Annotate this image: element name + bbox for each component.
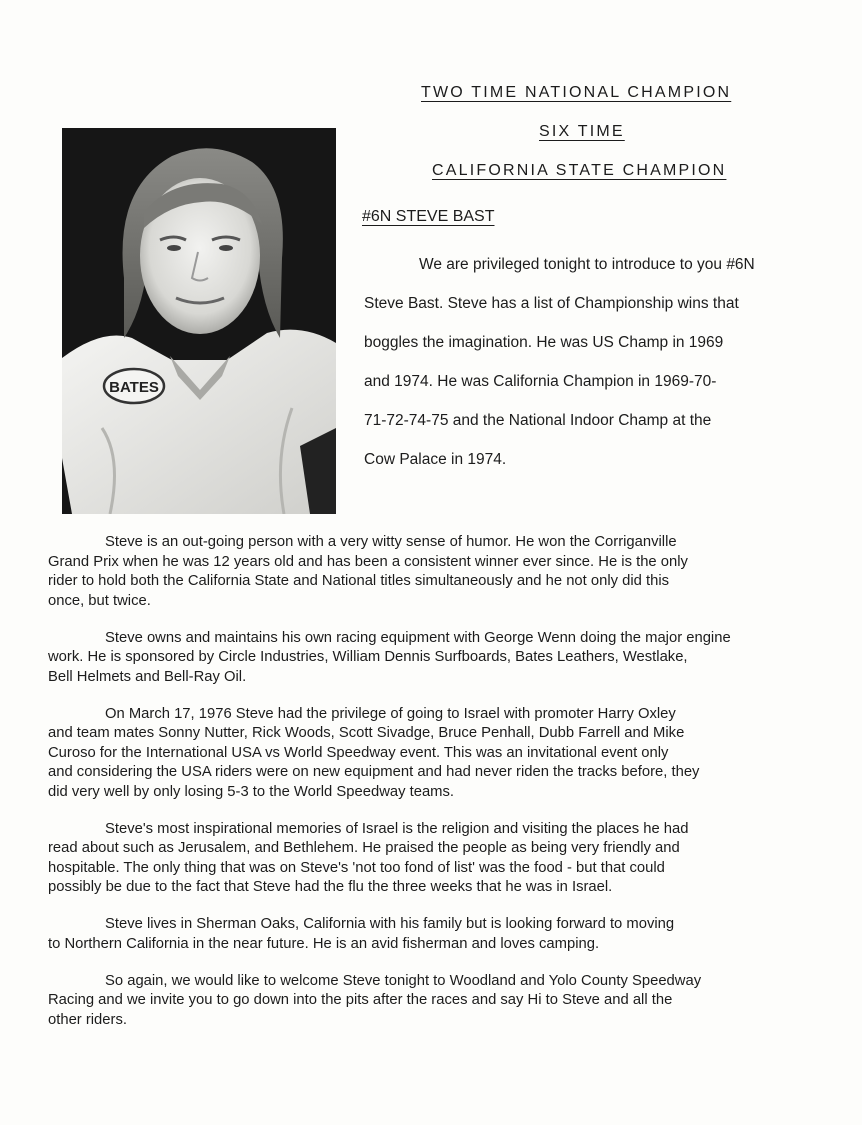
intro-paragraph	[364, 245, 804, 479]
body-line: Grand Prix when he was 12 years old and has been a consistent winner ever since. He is the only	[48, 553, 688, 570]
paragraph-home	[48, 915, 828, 954]
rider-name-heading: #6N STEVE BAST	[362, 208, 495, 225]
bates-badge	[104, 369, 164, 403]
intro-line: We are privileged tonight to introduce to you #6N	[419, 256, 755, 273]
portrait-illustration	[62, 128, 336, 514]
bates-badge-label: BATES	[109, 379, 159, 396]
body-line: work. He is sponsored by Circle Industries, William Dennis Surfboards, Bates Leathers, Westlake,	[48, 649, 688, 665]
body-line: read about such as Jerusalem, and Bethlehem. He praised the people as being very friendly and	[48, 840, 680, 856]
paragraph-humor	[48, 533, 828, 611]
paragraph-israel-memories	[48, 820, 828, 898]
body-line: rider to hold both the California State and National titles simultaneously and he not only did this	[48, 573, 670, 589]
body-line: and team mates Sonny Nutter, Rick Woods, Scott Sivadge, Bruce Penhall, Dubb Farrell and Mike	[48, 725, 685, 741]
body-line: and considering the USA riders were on new equipment and had never riden the tracks before, they	[48, 764, 700, 780]
body-line: So again, we would like to welcome Steve tonight to Woodland and Yolo County Speedway	[105, 972, 702, 989]
intro-line: 71-72-74-75 and the National Indoor Champ at the	[364, 412, 712, 429]
intro-line: and 1974. He was California Champion in 1969-70-	[364, 373, 717, 390]
paragraph-sponsors	[48, 629, 828, 688]
body-line: Steve's most inspirational memories of Israel is the religion and visiting the places he had	[105, 820, 689, 837]
header-title-line-1: TWO TIME NATIONAL CHAMPION	[421, 84, 732, 101]
intro-line: Steve Bast. Steve has a list of Championship wins that	[364, 295, 739, 312]
body-line: once, but twice.	[48, 592, 151, 609]
paragraph-israel-trip	[48, 705, 828, 803]
body-line: possibly be due to the fact that Steve had the flu the three weeks that he was in Israel.	[48, 879, 613, 895]
body-line: Racing and we invite you to go down into the pits after the races and say Hi to Steve and all the	[48, 992, 673, 1008]
intro-line: boggles the imagination. He was US Champ in 1969	[364, 334, 724, 351]
body-line: Steve owns and maintains his own racing equipment with George Wenn doing the major engine	[105, 629, 731, 646]
rider-portrait-photo	[62, 128, 336, 514]
biography-body	[48, 533, 828, 1048]
paragraph-welcome	[48, 972, 828, 1031]
header-title-line-3: CALIFORNIA STATE CHAMPION	[432, 162, 727, 179]
body-line: hospitable. The only thing that was on Steve's 'not too fond of list' was the food - but that could	[48, 859, 665, 876]
intro-line: Cow Palace in 1974.	[364, 451, 507, 468]
body-line: Steve is an out-going person with a very witty sense of humor. He won the Corriganville	[105, 534, 677, 550]
body-line: On March 17, 1976 Steve had the privilege of going to Israel with promoter Harry Oxley	[105, 705, 676, 722]
body-line: to Northern California in the near future. He is an avid fisherman and loves camping.	[48, 935, 600, 952]
body-line: Curoso for the International USA vs World Speedway event. This was an invitational event only	[48, 744, 669, 761]
body-line: Steve lives in Sherman Oaks, California with his family but is looking forward to moving	[105, 916, 675, 932]
header-title-line-2: SIX TIME	[539, 123, 625, 140]
body-line: other riders.	[48, 1011, 127, 1028]
body-line: Bell Helmets and Bell-Ray Oil.	[48, 668, 247, 685]
body-line: did very well by only losing 5-3 to the World Speedway teams.	[48, 783, 455, 800]
